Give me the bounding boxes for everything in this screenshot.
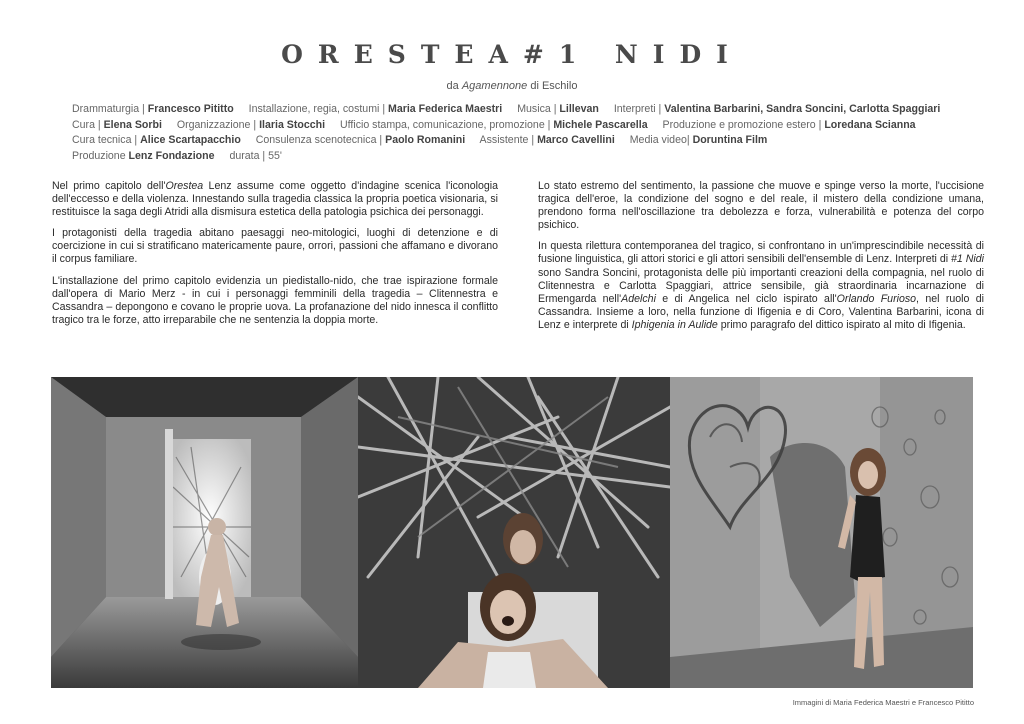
subtitle-work: Agamennone: [461, 80, 528, 92]
credit-value: Lenz Fondazione: [128, 149, 215, 162]
credit-value: Francesco Pititto: [147, 103, 234, 115]
paragraph: [52, 180, 498, 219]
credit-item: [614, 103, 941, 115]
photo-caption: Immagini di Maria Federica Maestri e Francesco Pititto: [792, 698, 974, 707]
credits-line: [72, 118, 972, 134]
credit-value: Loredana Scianna: [824, 118, 916, 131]
text-span: Lenz assume come oggetto d'indagine scenica l'iconologia dell'eccesso e della violenza. Innestando sulla tragedia classica la propria poetica visionaria, si restituisce la saga degli Atridi alla dismisura estetica della patologia psichica dei personaggi.: [52, 180, 498, 219]
text-span: sono Sandra Soncini, protagonista delle più importanti creazioni della compagnia, nel ruolo di Clitennestra e Carlotta Spaggiari, attrice sensibile, già straordinaria incarnazione di Ermengarda nell': [538, 266, 984, 305]
subtitle-suffix: di Eschilo: [527, 80, 578, 92]
text-span: In questa rilettura contemporanea del tragico, si confrontano in un'imprescindibile necessità di fusione linguistica, gli attori storici e gli attori sensibili dell'ensemble di Lenz. Interpreti di: [538, 240, 984, 266]
text-column-right: [538, 180, 984, 340]
credit-label: Interpreti |: [613, 103, 665, 115]
photo-room-dancer: [51, 377, 358, 688]
credit-value: Elena Sorbi: [103, 118, 162, 131]
credit-value: Maria Federica Maestri: [388, 103, 503, 115]
paragraph: Lo stato estremo del sentimento, la passione che muove e spinge verso la morte, l'uccisione tragica dell'eroe, la condizione del sogno e del reale, il mistero della condizione umana, prendono forma nell'oscillazione tra debolezza e forza, vulnerabilità e potenza del corpo psichico.: [538, 180, 984, 232]
text-italic: Adelchi: [621, 292, 656, 305]
credit-item: [480, 134, 615, 146]
credit-label: Assistente |: [479, 134, 538, 147]
text-column-left: [52, 180, 498, 335]
credit-item: [72, 134, 241, 146]
paragraph: L'installazione del primo capitolo evidenzia un piedistallo-nido, che trae ispirazione formale dall'opera di Mario Merz - in cui i personaggi femminili della tragedia – Clitennestra e Cassandra – depongono e covano le proprie uova. La profanazione del nido innesca il conflitto tragico tra le forze, atto irreparabile che ne sentenzia la doppia morte.: [52, 274, 498, 326]
credit-label: Drammaturgia |: [72, 103, 148, 115]
credit-value: Michele Pascarella: [553, 118, 648, 131]
credit-item: [630, 134, 768, 146]
credits-line: [72, 133, 972, 149]
credit-value: Doruntina Film: [692, 134, 768, 147]
text-italic: #1 Nidi: [951, 253, 985, 266]
credit-label: Musica |: [517, 103, 560, 115]
credit-value: Lillevan: [559, 103, 599, 115]
credit-item: [517, 103, 599, 115]
credit-item: [72, 103, 234, 115]
text-span: Nel primo capitolo dell': [52, 180, 166, 192]
credits-line: [72, 149, 972, 165]
photo-nest-women: [358, 377, 670, 688]
credit-label: Media video|: [629, 134, 693, 147]
credit-value: Paolo Romanini: [385, 134, 466, 147]
credit-label: Organizzazione |: [176, 118, 260, 131]
credit-item: [663, 119, 916, 131]
credits-line: [72, 102, 972, 118]
credit-label: Cura |: [72, 118, 104, 131]
credit-value: Alice Scartapacchio: [140, 134, 241, 147]
credit-label: Cura tecnica |: [72, 134, 141, 147]
page-title: ORESTEA#1 NIDI: [281, 40, 743, 69]
credit-item: [72, 150, 214, 162]
credit-item: [229, 150, 281, 162]
credit-label: Installazione, regia, costumi |: [248, 103, 389, 115]
credit-item: [256, 134, 465, 146]
credit-item: [177, 119, 325, 131]
photo-wall-woman: [670, 377, 973, 688]
credit-item: [340, 119, 648, 131]
text-span: , nel ruolo di Cassandra. Insieme a loro, nella funzione di Ifigenia e di Coro, Valentina Barbarini, icona di Lenz e interprete di: [538, 292, 984, 331]
text-span: primo paragrafo del dittico ispirato al mito di Ifigenia.: [717, 318, 966, 331]
credit-label: Produzione: [72, 149, 129, 162]
credit-item: [249, 103, 503, 115]
credit-label: Ufficio stampa, comunicazione, promozione |: [340, 118, 554, 131]
credit-label: durata | 55': [229, 149, 282, 162]
text-italic: Orestea: [165, 180, 204, 192]
credit-label: Consulenza scenotecnica |: [255, 134, 386, 147]
paragraph: I protagonisti della tragedia abitano paesaggi neo-mitologici, luoghi di detenzione e di coercizione in cui si stratificano matericamente paure, orrori, passioni che affamano e divorano il corpus familiare.: [52, 227, 498, 266]
credits-block: [72, 102, 972, 164]
credit-label: Produzione e promozione estero |: [662, 118, 825, 131]
credit-value: Valentina Barbarini, Sandra Soncini, Carlotta Spaggiari: [664, 103, 941, 115]
text-italic: Iphigenia in Aulide: [631, 318, 718, 331]
credit-value: Marco Cavellini: [537, 134, 615, 147]
text-span: e di Angelica nel ciclo ispirato all': [655, 292, 837, 305]
subtitle-prefix: da: [446, 80, 462, 92]
credit-value: Ilaria Stocchi: [259, 118, 326, 131]
text-italic: Orlando Furioso: [836, 292, 917, 305]
paragraph: [538, 240, 984, 332]
subtitle: [0, 80, 1024, 92]
credit-item: [72, 119, 162, 131]
